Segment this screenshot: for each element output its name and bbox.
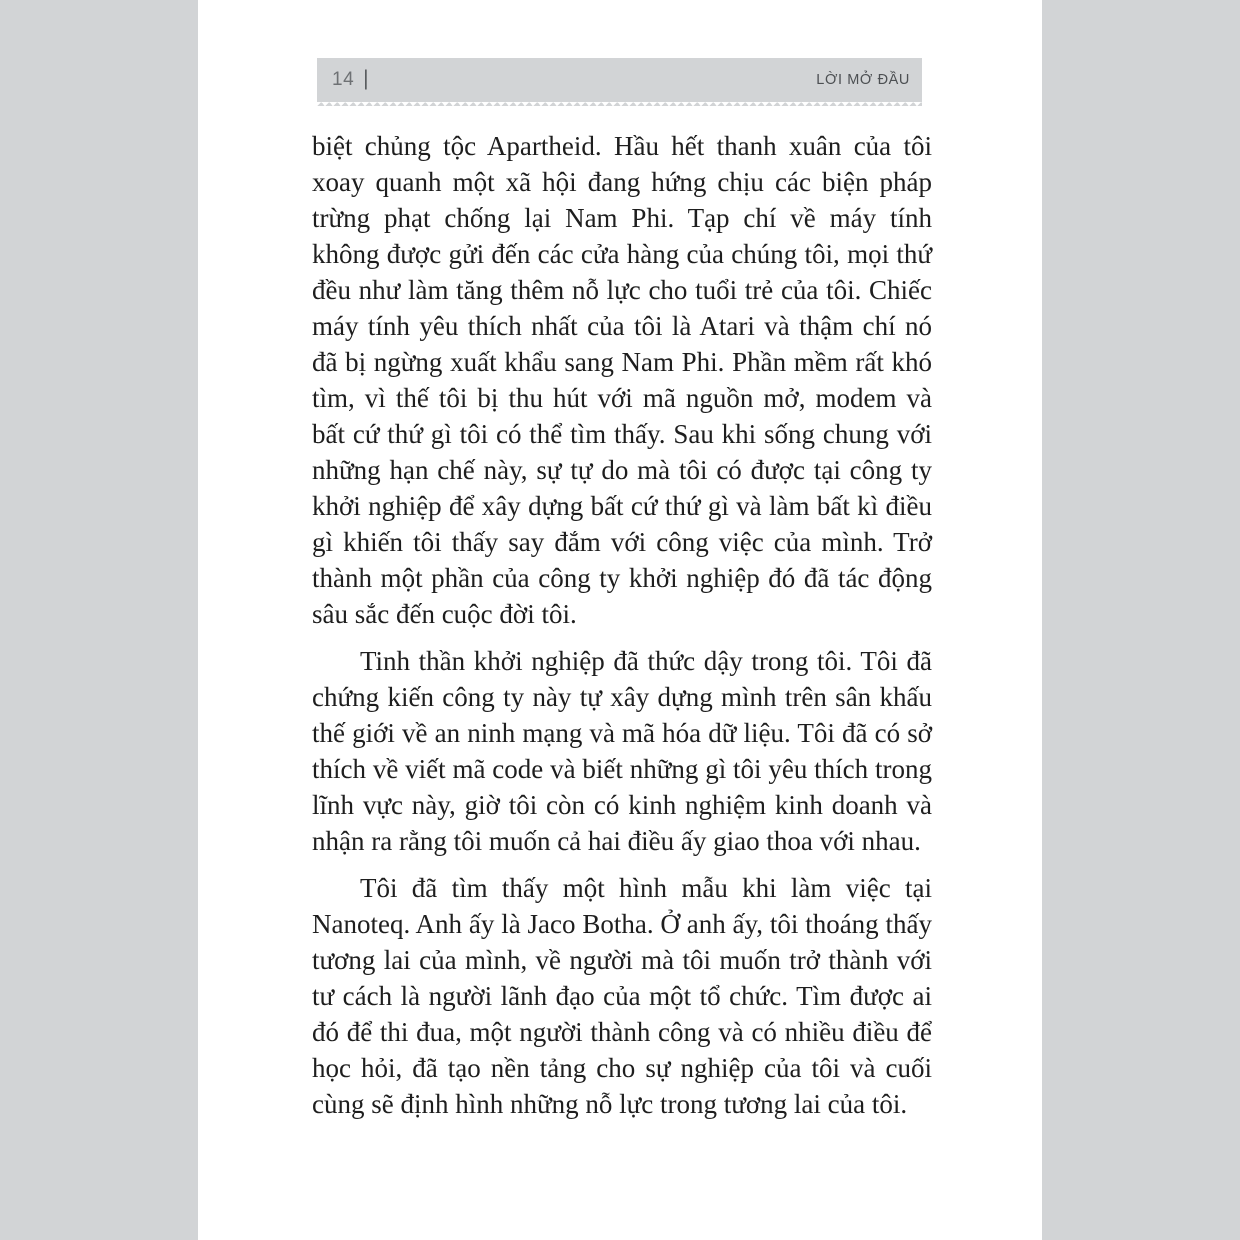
page-header [317,58,922,102]
page-number-separator: | [363,67,370,90]
running-title: LỜI MỞ ĐẦU [816,72,910,88]
paragraph-3: Tôi đã tìm thấy một hình mẫu khi làm việc tại Nanoteq. Anh ấy là Jaco Botha. Ở anh ấy, tôi thoáng thấy tương lai của mình, về người mà tôi muốn trở thành với tư cách là người lãnh đạo của một tổ chức. Tìm được ai đó để thi đua, một người thành công và có nhiều điều để học hỏi, đã tạo nền tảng cho sự nghiệp của tôi và cuối cùng sẽ định hình những nỗ lực trong tương lai của tôi. [312,873,932,1119]
page-number [332,68,369,92]
book-page [198,0,1042,1240]
paragraph-1: biệt chủng tộc Apartheid. Hầu hết thanh xuân của tôi xoay quanh một xã hội đang hứng chịu các biện pháp trừng phạt chống lại Nam Phi. Tạp chí về máy tính không được gửi đến các cửa hàng của chúng tôi, mọi thứ đều như làm tăng thêm nỗ lực cho tuổi trẻ của tôi. Chiếc máy tính yêu thích nhất của tôi là Atari và thậm chí nó đã bị ngừng xuất khẩu sang Nam Phi. Phần mềm rất khó tìm, vì thế tôi bị thu hút với mã nguồn mở, modem và bất cứ thứ gì tôi có thể tìm thấy. Sau khi sống chung với những hạn chế này, sự tự do mà tôi có được tại công ty khởi nghiệp để xây dựng bất cứ thứ gì và làm bất kì điều gì khiến tôi thấy say đắm với công việc của mình. Trở thành một phần của công ty khởi nghiệp đó đã tác động sâu sắc đến cuộc đời tôi. [312,131,932,629]
body-text [312,128,932,1133]
page-number-text: 14 [332,69,355,90]
background-right-strip [1042,0,1240,1240]
paragraph-2: Tinh thần khởi nghiệp đã thức dậy trong tôi. Tôi đã chứng kiến công ty này tự xây dựng mình trên sân khấu thế giới về an ninh mạng và mã hóa dữ liệu. Tôi đã có sở thích về viết mã code và biết những gì tôi yêu thích trong lĩnh vực này, giờ tôi còn có kinh nghiệm kinh doanh và nhận ra rằng tôi muốn cả hai điều ấy giao thoa với nhau. [312,646,932,856]
background-left-strip [0,0,198,1240]
